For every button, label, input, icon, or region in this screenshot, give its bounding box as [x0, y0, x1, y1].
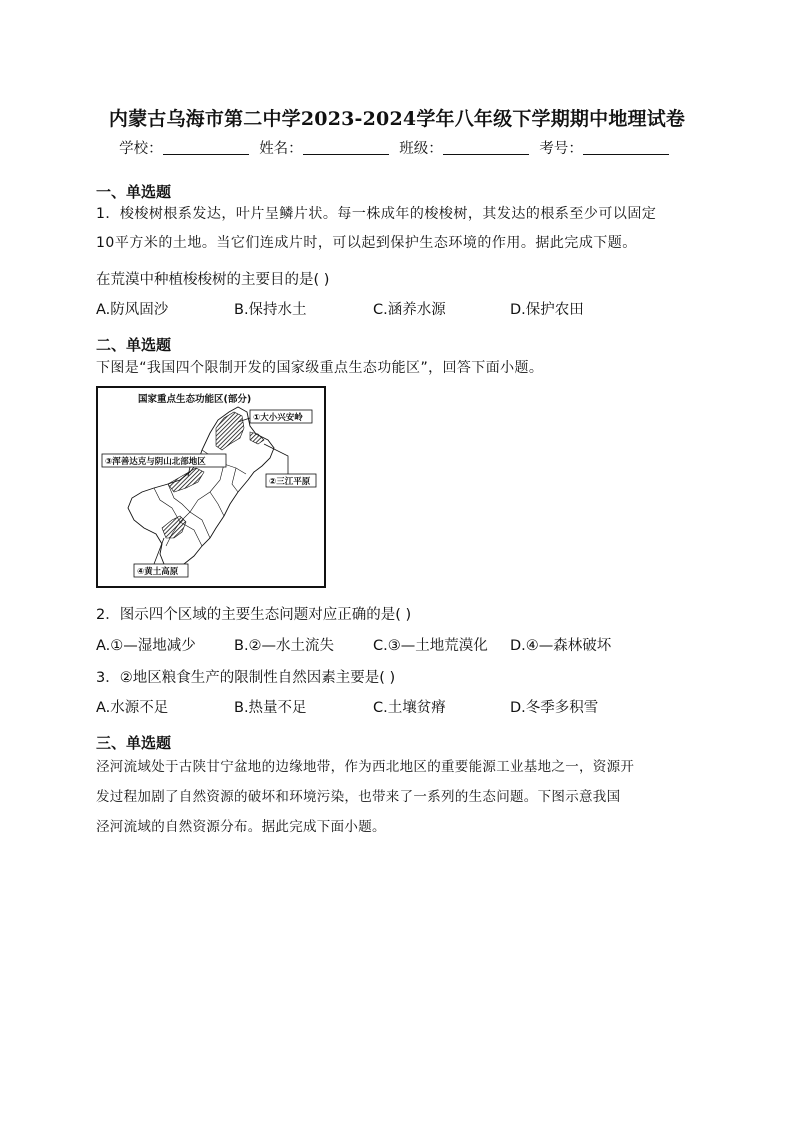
map-label-2: ②三江平原	[269, 477, 311, 487]
class-field[interactable]	[443, 140, 529, 155]
name-label: 姓名：	[259, 141, 303, 157]
page-title: 内蒙古乌海市第二中学2023-2024学年八年级下学期期中地理试卷	[108, 108, 686, 130]
q2-question: 2．图示四个区域的主要生态问题对应正确的是( )	[96, 607, 412, 623]
q1-option-d[interactable]: D.保护农田	[510, 302, 584, 318]
number-label: 考号：	[539, 141, 583, 157]
q1-question: 在荒漠中种植梭梭树的主要目的是( )	[96, 272, 330, 288]
number-field[interactable]	[583, 140, 669, 155]
q3-option-b[interactable]: B.热量不足	[234, 700, 307, 716]
q1-option-b[interactable]: B.保持水土	[234, 302, 307, 318]
map-figure	[98, 388, 324, 586]
map-label-3: ③浑善达克与阴山北部地区	[105, 457, 206, 467]
q1-material-line-2: 10平方米的土地。当它们连成片时，可以起到保护生态环境的作用。据此完成下题。	[96, 235, 637, 251]
q2-option-a[interactable]: A.①—湿地减少	[96, 638, 196, 654]
map-title: 国家重点生态功能区(部分)	[138, 394, 252, 405]
section3-line-1: 泾河流域处于古陕甘宁盆地的边缘地带，作为西北地区的重要能源工业基地之一，资源开	[96, 759, 635, 775]
q1-option-a[interactable]: A.防风固沙	[96, 302, 169, 318]
map-label-1: ①大小兴安岭	[253, 413, 303, 423]
name-field[interactable]	[303, 140, 389, 155]
q2-option-c[interactable]: C.③—土地荒漠化	[373, 638, 488, 654]
q3-option-a[interactable]: A.水源不足	[96, 700, 169, 716]
q1-options	[96, 298, 706, 320]
zone-2-hatch	[250, 432, 264, 444]
ecological-zone-map	[96, 386, 326, 588]
q2-options	[96, 634, 706, 656]
q2-intro: 下图是“我国四个限制开发的国家级重点生态功能区”，回答下面小题。	[96, 360, 544, 376]
q3-option-d[interactable]: D.冬季多积雪	[510, 700, 599, 716]
q2-option-d[interactable]: D.④—森林破坏	[510, 638, 612, 654]
q3-option-c[interactable]: C.土壤贫瘠	[373, 700, 446, 716]
q1-material	[96, 200, 700, 258]
q3-question: 3．②地区粮食生产的限制性自然因素主要是( )	[96, 670, 396, 686]
zone-3-hatch	[168, 468, 204, 492]
section-heading-1: 一、单选题	[96, 183, 172, 201]
q3-options	[96, 696, 706, 718]
section-heading-2: 二、单选题	[96, 336, 172, 354]
map-trailing-dot: .	[323, 573, 327, 587]
section-heading-3: 三、单选题	[96, 734, 172, 752]
zone-1-hatch	[216, 412, 244, 450]
student-info-line	[0, 137, 794, 158]
q1-option-c[interactable]: C.涵养水源	[373, 302, 446, 318]
school-field[interactable]	[163, 140, 249, 155]
class-label: 班级：	[399, 141, 443, 157]
section3-line-2: 发过程加剧了自然资源的破坏和环境污染，也带来了一系列的生态问题。下图示意我国	[96, 789, 621, 805]
zone-4-hatch	[162, 516, 186, 538]
section3-material	[96, 752, 700, 842]
school-label: 学校：	[119, 141, 163, 157]
map-label-4: ④黄土高原	[137, 567, 179, 577]
section3-line-3: 泾河流域的自然资源分布。据此完成下面小题。	[96, 819, 386, 835]
q1-material-line-1: 1．梭梭树根系发达，叶片呈鳞片状。每一株成年的梭梭树，其发达的根系至少可以固定	[96, 206, 657, 222]
pointer-2	[264, 444, 288, 474]
q2-option-b[interactable]: B.②—水土流失	[234, 638, 335, 654]
